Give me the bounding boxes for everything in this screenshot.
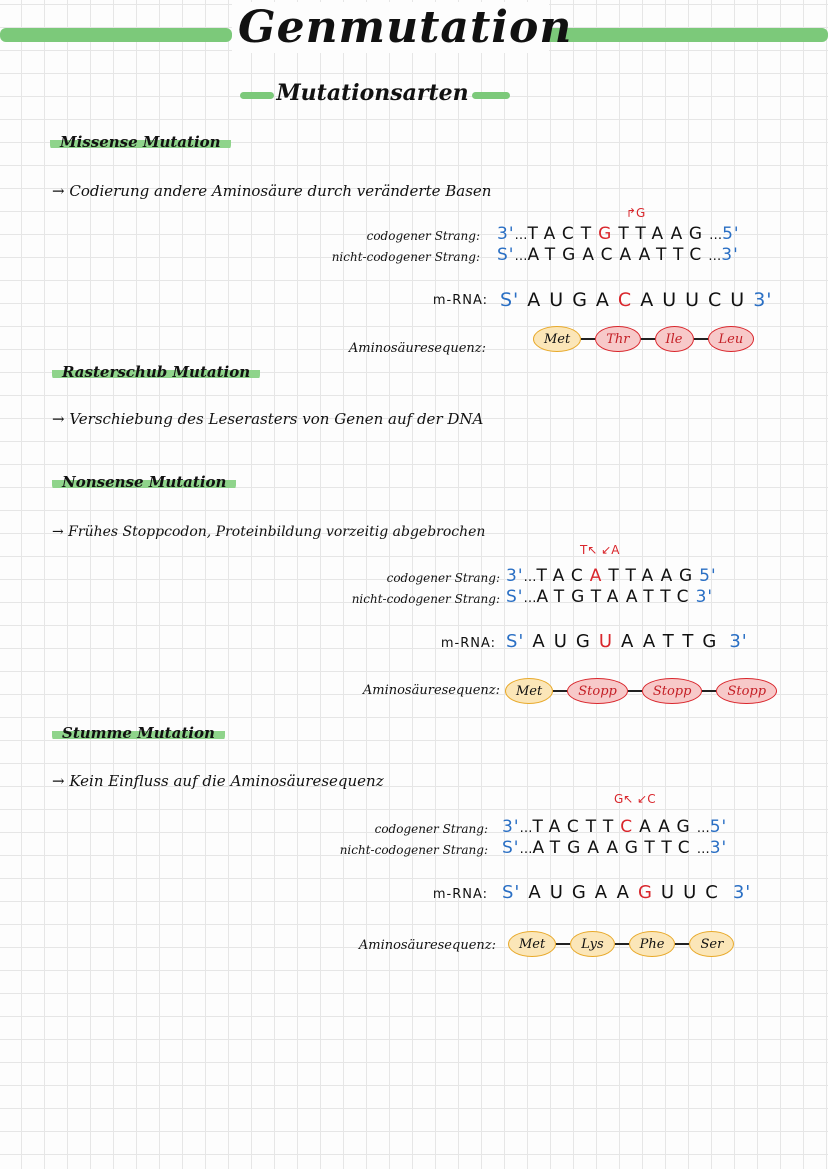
aa-stopp: Stopp xyxy=(642,678,703,704)
silent-mrna-strand: S' AUGAAGUUC 3' xyxy=(502,882,752,903)
aa-thr: Thr xyxy=(595,326,640,352)
aa-stopp: Stopp xyxy=(567,678,628,704)
nonsense-mrna-strand: S' AUGUAATTG 3' xyxy=(506,631,748,652)
nonsense-codogen-strand: 3'…TACATTAAG5' xyxy=(506,566,717,586)
silent-aa-chain xyxy=(508,931,734,957)
aa-stopp: Stopp xyxy=(716,678,777,704)
missense-heading: Missense Mutation xyxy=(50,133,231,151)
aa-leu: Leu xyxy=(708,326,755,352)
frameshift-description: → Verschiebung des Leserasters von Genen auf der DNA xyxy=(52,410,484,428)
aa-ser: Ser xyxy=(689,931,734,957)
missense-aa-label: Aminosäuresequenz: xyxy=(348,341,486,356)
nonsense-aa-label: Aminosäuresequenz: xyxy=(362,683,500,698)
page-title: Genmutation xyxy=(232,2,549,53)
aa-lys: Lys xyxy=(570,931,614,957)
silent-aa-label: Aminosäuresequenz: xyxy=(358,938,496,953)
nonsense-heading: Nonsense Mutation xyxy=(52,473,236,491)
nonsense-description: → Frühes Stoppcodon, Proteinbildung vorzeitig abgebrochen xyxy=(52,524,486,540)
silent-mrna-label: m-RNA: xyxy=(432,887,488,902)
missense-codogen-strand: 3'…TACTGTTAAG…5' xyxy=(497,224,740,244)
aa-met: Met xyxy=(508,931,556,957)
missense-mrna-label: m-RNA: xyxy=(432,293,488,308)
nonsense-mutation-mark: T↖ ↙A xyxy=(580,543,620,557)
silent-noncodogen-strand: S'…ATGAAGTTC…3' xyxy=(502,838,728,858)
silent-mutation-mark: G↖ ↙C xyxy=(614,792,656,806)
missense-codogen-label: codogener Strang: xyxy=(366,229,480,243)
missense-noncodogen-strand: S'…ATGACAATTC…3' xyxy=(497,245,739,265)
silent-heading: Stumme Mutation xyxy=(52,724,225,742)
nonsense-noncodogen-strand: S'…ATGTAATTC3' xyxy=(506,587,714,607)
aa-met: Met xyxy=(533,326,581,352)
subtitle-highlight-left xyxy=(240,92,274,99)
page-subtitle: Mutationsarten xyxy=(276,80,469,106)
missense-noncodogen-label: nicht-codogener Strang: xyxy=(331,250,480,264)
subtitle-highlight-right xyxy=(472,92,510,99)
silent-codogen-strand: 3'…TACTTCAAG…5' xyxy=(502,817,728,837)
nonsense-codogen-label: codogener Strang: xyxy=(386,571,500,585)
nonsense-noncodogen-label: nicht-codogener Strang: xyxy=(351,592,500,606)
silent-description: → Kein Einfluss auf die Aminosäuresequenz xyxy=(52,772,384,790)
silent-noncodogen-label: nicht-codogener Strang: xyxy=(339,843,488,857)
nonsense-mrna-label: m-RNA: xyxy=(440,636,496,651)
nonsense-aa-chain xyxy=(505,678,777,704)
missense-mutation-mark: ↱G xyxy=(626,206,646,220)
missense-description: → Codierung andere Aminosäure durch veränderte Basen xyxy=(52,182,492,200)
silent-codogen-label: codogener Strang: xyxy=(374,822,488,836)
missense-aa-chain xyxy=(533,326,754,352)
aa-phe: Phe xyxy=(629,931,676,957)
frameshift-heading: Rasterschub Mutation xyxy=(52,363,260,381)
aa-ile: Ile xyxy=(655,326,694,352)
title-highlight-right xyxy=(537,28,828,42)
missense-mrna-strand: S' AUGACAUUCU3' xyxy=(500,289,773,311)
aa-met: Met xyxy=(505,678,553,704)
title-highlight-left xyxy=(0,28,232,42)
